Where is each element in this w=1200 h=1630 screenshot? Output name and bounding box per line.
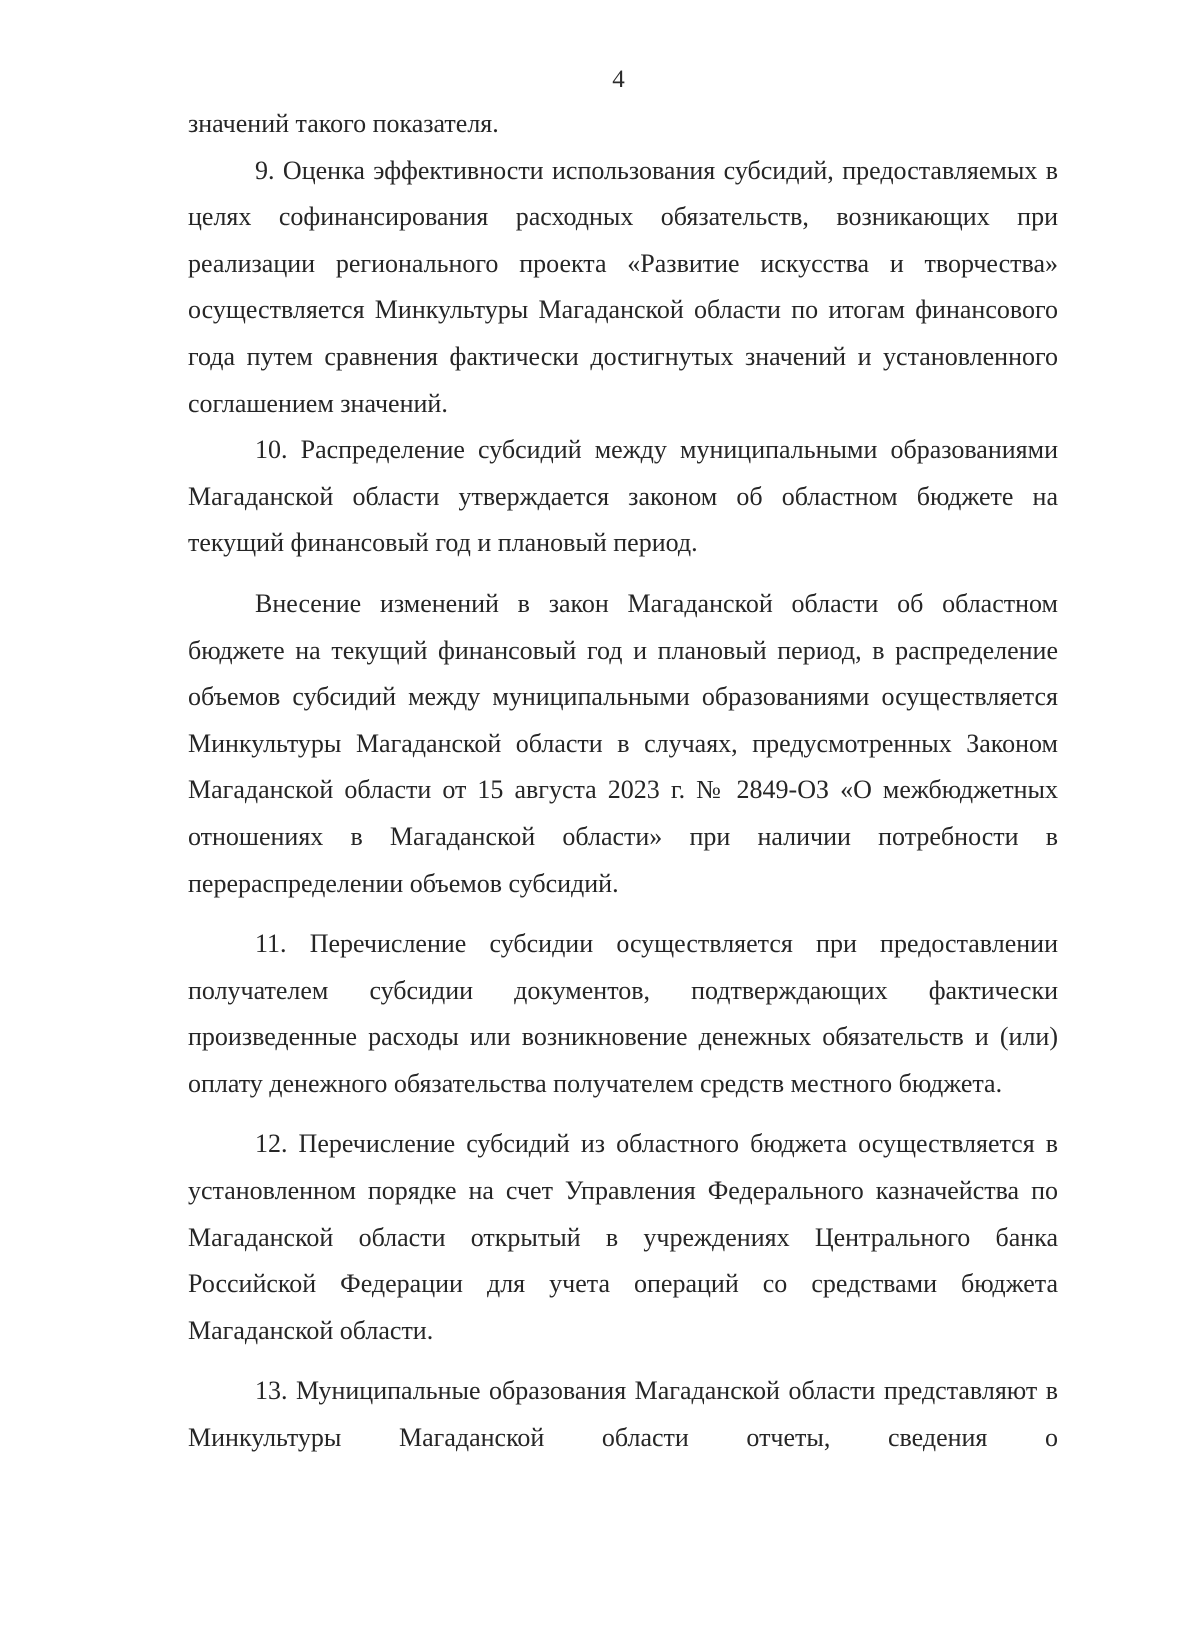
paragraph-item-11: 11. Перечисление субсидии осуществляется при предоставлении получателем субсидии документов, подтверждающих фактически произведенные расходы или возникновение денежных обязательств и (или) оплату денежного обязательства получателем средств местного бюджета.	[188, 929, 1058, 1098]
paragraph-item-9: 9. Оценка эффективности использования субсидий, предоставляемых в целях софинансирования расходных обязательств, возникающих при реализации регионального проекта «Развитие искусства и творчества» осуществляется Минкультуры Магаданской области по итогам финансового года путем сравнения фактически достигнутых значений и установленного соглашением значений.	[188, 155, 1058, 418]
paragraph-item-13: 13. Муниципальные образования Магаданской области представляют в Минкультуры Магаданской области отчеты, сведения о	[188, 1376, 1058, 1453]
paragraph-continuation: значений такого показателя.	[188, 109, 499, 138]
paragraph-item-12: 12. Перечисление субсидий из областного бюджета осуществляется в установленном порядке на счет Управления Федерального казначейства по Магаданской области открытый в учреждениях Центрального банка Российской Федерации для учета операций со средствами бюджета Магаданской области.	[188, 1129, 1058, 1345]
document-body	[188, 101, 1058, 1462]
paragraph-amendments: Внесение изменений в закон Магаданской области об областном бюджете на текущий финансовый год и плановый период, в распределение объемов субсидий между муниципальными образованиями осуществляется Минкультуры Магаданской области в случаях, предусмотренных Законом Магаданской области от 15 августа 2023 г. № 2849-ОЗ «О межбюджетных отношениях в Магаданской области» при наличии потребности в перераспределении объемов субсидий.	[188, 588, 1058, 898]
page-number: 4	[612, 66, 625, 93]
paragraph-item-10: 10. Распределение субсидий между муниципальными образованиями Магаданской области утверждается законом об областном бюджете на текущий финансовый год и плановый период.	[188, 435, 1058, 558]
